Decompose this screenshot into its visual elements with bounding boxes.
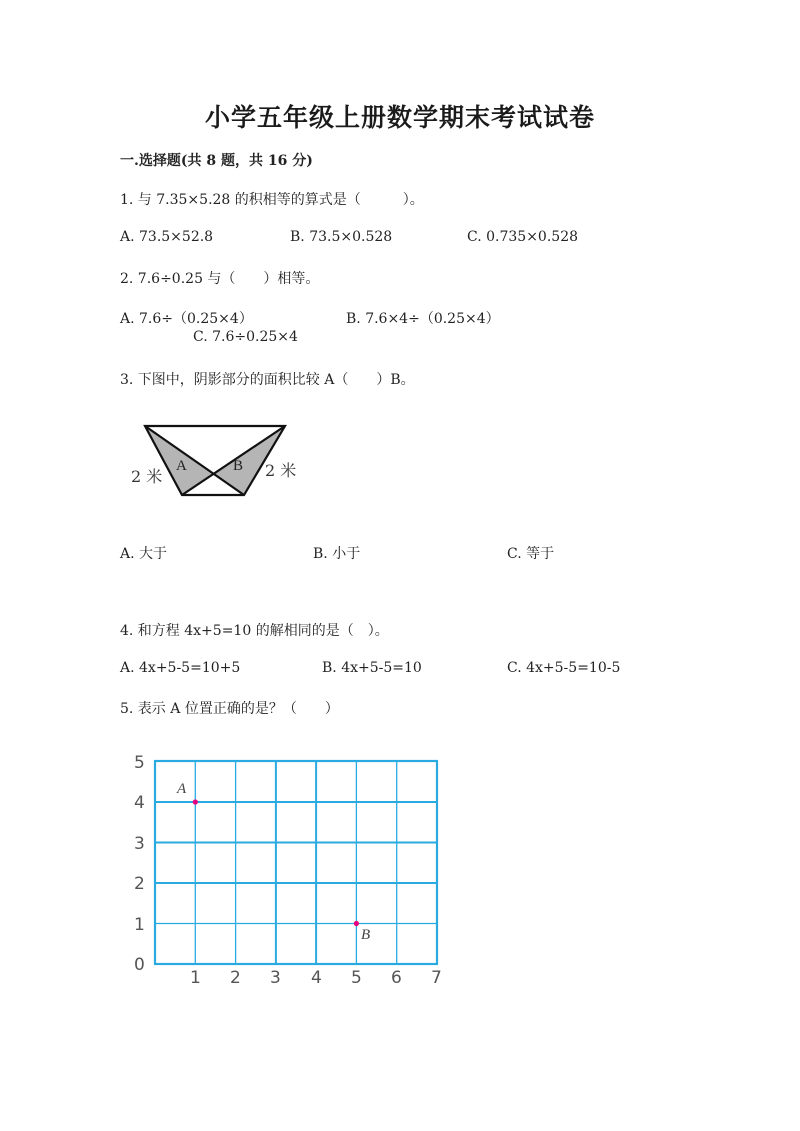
- question-3-stem: 3. 下图中，阴影部分的面积比较 A（ ）B。: [120, 372, 415, 388]
- question-3-option-c[interactable]: C. 等于: [507, 546, 555, 562]
- x-tick-6: 6: [391, 968, 402, 988]
- point-b-label: B: [361, 927, 371, 943]
- figure-right-side-length: 2 米: [265, 461, 297, 480]
- question-4-option-a[interactable]: A. 4x+5-5=10+5: [120, 660, 241, 676]
- x-tick-3: 3: [270, 968, 281, 988]
- question-3-option-b[interactable]: B. 小于: [313, 546, 361, 562]
- y-tick-0: 0: [134, 955, 145, 975]
- y-tick-5: 5: [134, 753, 145, 773]
- question-4-stem: 4. 和方程 4x+5=10 的解相同的是（ ）。: [120, 623, 389, 639]
- question-3-option-a[interactable]: A. 大于: [120, 546, 168, 562]
- x-tick-5: 5: [351, 968, 362, 988]
- x-tick-1: 1: [190, 968, 201, 988]
- question-1-option-b[interactable]: B. 73.5×0.528: [290, 229, 393, 245]
- y-tick-1: 1: [134, 915, 145, 935]
- x-tick-4: 4: [311, 968, 322, 988]
- y-tick-3: 3: [134, 834, 145, 854]
- question-4-option-c[interactable]: C. 4x+5-5=10-5: [507, 660, 621, 676]
- question-1-stem: 1. 与 7.35×5.28 的积相等的算式是（ ）。: [120, 192, 424, 208]
- question-2-option-c[interactable]: C. 7.6÷0.25×4: [193, 329, 298, 345]
- y-tick-4: 4: [134, 793, 145, 813]
- figure-label-a: A: [176, 458, 187, 474]
- x-tick-2: 2: [230, 968, 241, 988]
- question-1-option-c[interactable]: C. 0.735×0.528: [467, 229, 579, 245]
- point-a-label: A: [177, 781, 187, 797]
- section-heading: 一.选择题(共 8 题，共 16 分): [120, 153, 313, 169]
- question-2-option-b[interactable]: B. 7.6×4÷（0.25×4）: [346, 311, 500, 327]
- figure-label-b: B: [233, 458, 244, 474]
- page-title: 小学五年级上册数学期末考试试卷: [204, 103, 595, 132]
- x-tick-7: 7: [431, 968, 442, 988]
- question-4-option-b[interactable]: B. 4x+5-5=10: [322, 660, 422, 676]
- question-5-stem: 5. 表示 A 位置正确的是？（ ）: [120, 701, 339, 717]
- question-2-stem: 2. 7.6÷0.25 与（ ）相等。: [120, 271, 320, 287]
- question-2-option-a[interactable]: A. 7.6÷（0.25×4）: [120, 311, 253, 327]
- y-tick-2: 2: [134, 874, 145, 894]
- question-1-option-a[interactable]: A. 73.5×52.8: [120, 229, 214, 245]
- figure-left-side-length: 2 米: [131, 467, 163, 486]
